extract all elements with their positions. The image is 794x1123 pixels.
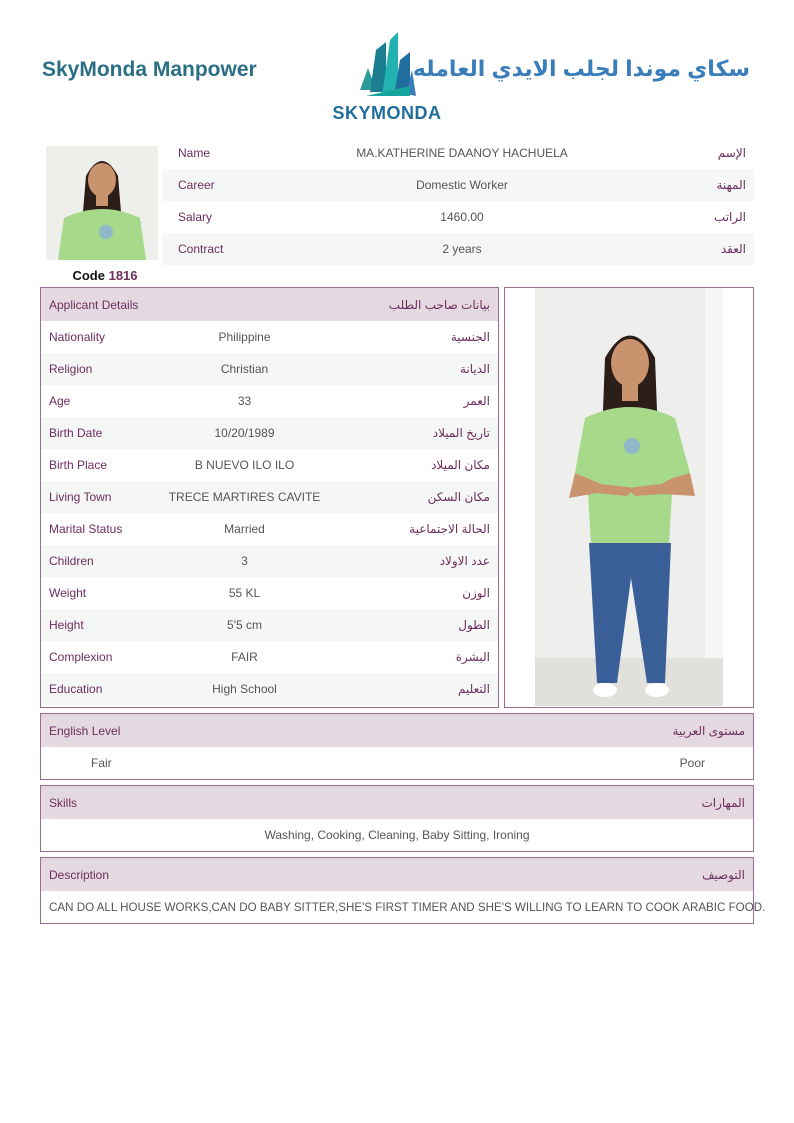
summary-value: Domestic Worker [416, 178, 508, 192]
summary-label-arabic: الإسم [717, 146, 746, 160]
details-value: 3 [241, 554, 248, 568]
details-value: Philippine [218, 330, 271, 344]
skills-list: Washing, Cooking, Cleaning, Baby Sitting, Ironing [264, 828, 530, 842]
details-label: Children [49, 554, 94, 568]
details-row-children [41, 545, 498, 577]
summary-label: Salary [178, 210, 213, 224]
details-label-arabic: الوزن [462, 586, 490, 600]
summary-row-career [162, 169, 754, 201]
skills-panel [40, 785, 754, 852]
applicant-full-photo-panel [504, 287, 754, 708]
details-label-arabic: العمر [463, 394, 490, 408]
panel-title-arabic: المهارات [701, 795, 745, 810]
details-value: Married [224, 522, 265, 536]
summary-row-name [162, 137, 754, 169]
applicant-code [40, 268, 170, 283]
details-label: Birth Date [49, 426, 103, 440]
logo-wordmark: SKYMONDA [332, 103, 442, 123]
details-label: Education [49, 682, 103, 696]
summary-label-arabic: الراتب [713, 210, 746, 224]
panel-title-arabic: بيانات صاحب الطلب [388, 297, 490, 312]
details-label-arabic: تاريخ الميلاد [432, 426, 490, 440]
details-value: 10/20/1989 [214, 426, 275, 440]
summary-label-arabic: المهنة [716, 178, 746, 192]
panel-title: Description [49, 867, 110, 882]
summary-row-salary [162, 201, 754, 233]
details-row-birth-place [41, 449, 498, 481]
details-label: Living Town [49, 490, 112, 504]
details-label: Height [49, 618, 84, 632]
details-label-arabic: الجنسية [450, 330, 490, 344]
details-label-arabic: مكان الميلاد [431, 458, 490, 472]
english-level-value: Fair [91, 756, 112, 770]
details-label: Age [49, 394, 71, 408]
skills-header [41, 786, 753, 819]
description-panel [40, 857, 766, 924]
details-row-birth-date [41, 417, 498, 449]
applicant-thumbnail-photo [46, 146, 158, 260]
summary-label: Name [178, 146, 211, 160]
panel-title: Applicant Details [49, 297, 139, 312]
details-row-complexion [41, 641, 498, 673]
summary-table [162, 137, 754, 265]
summary-value: 1460.00 [440, 210, 484, 224]
details-value: 33 [237, 394, 252, 408]
panel-title-arabic: مستوى العربية [672, 723, 745, 738]
language-level-body [41, 747, 753, 779]
details-label-arabic: الديانة [459, 362, 490, 376]
details-label-arabic: الحالة الاجتماعية [409, 522, 490, 536]
details-label-arabic: الطول [458, 618, 490, 632]
details-row-nationality [41, 321, 498, 353]
details-rows [41, 321, 498, 705]
panel-title: English Level [49, 723, 121, 738]
language-level-panel [40, 713, 754, 780]
company-name-english: SkyMonda Manpower [42, 58, 257, 81]
details-row-living-town [41, 481, 498, 513]
summary-value: 2 years [442, 242, 482, 256]
applicant-details-header [41, 288, 498, 321]
details-label: Complexion [49, 650, 113, 664]
details-value: Christian [220, 362, 269, 376]
details-value: TRECE MARTIRES CAVITE [168, 490, 321, 504]
details-value: 55 KL [228, 586, 261, 600]
summary-value: MA.KATHERINE DAANOY HACHUELA [356, 146, 568, 160]
details-label: Weight [49, 586, 87, 600]
details-row-education [41, 673, 498, 705]
arabic-level-value: Poor [679, 756, 705, 770]
code-label: Code [72, 268, 105, 283]
applicant-full-photo [535, 288, 723, 706]
summary-label: Career [178, 178, 215, 192]
panel-title: Skills [49, 795, 78, 810]
details-value: High School [212, 682, 277, 696]
applicant-details-panel [40, 287, 499, 708]
details-value: FAIR [231, 650, 258, 664]
details-label: Nationality [49, 330, 106, 344]
code-value: 1816 [108, 268, 138, 283]
details-label: Birth Place [49, 458, 108, 472]
panel-title-arabic: التوصيف [701, 867, 745, 882]
details-row-age [41, 385, 498, 417]
description-text: CAN DO ALL HOUSE WORKS,CAN DO BABY SITTER,SHE'S FIRST TIMER AND SHE'S WILLING TO LEARN TO COOK ARABIC FOOD. [49, 900, 766, 914]
details-value: 5'5 cm [227, 618, 262, 632]
language-level-header [41, 714, 753, 747]
details-row-height [41, 609, 498, 641]
summary-row-contract [162, 233, 754, 265]
summary-label: Contract [178, 242, 224, 256]
details-row-religion [41, 353, 498, 385]
summary-label-arabic: العقد [720, 242, 746, 256]
description-header [41, 858, 753, 891]
details-label: Marital Status [49, 522, 123, 536]
details-label-arabic: عدد الاولاد [439, 554, 490, 568]
details-row-marital-status [41, 513, 498, 545]
details-label-arabic: التعليم [458, 682, 490, 696]
company-name-arabic: سكاي موندا لجلب الايدي العامله [412, 56, 750, 81]
details-label-arabic: مكان السكن [427, 490, 490, 504]
details-value: B NUEVO ILO ILO [194, 458, 295, 472]
details-label: Religion [49, 362, 93, 376]
details-row-weight [41, 577, 498, 609]
details-label-arabic: البشرة [455, 650, 490, 664]
